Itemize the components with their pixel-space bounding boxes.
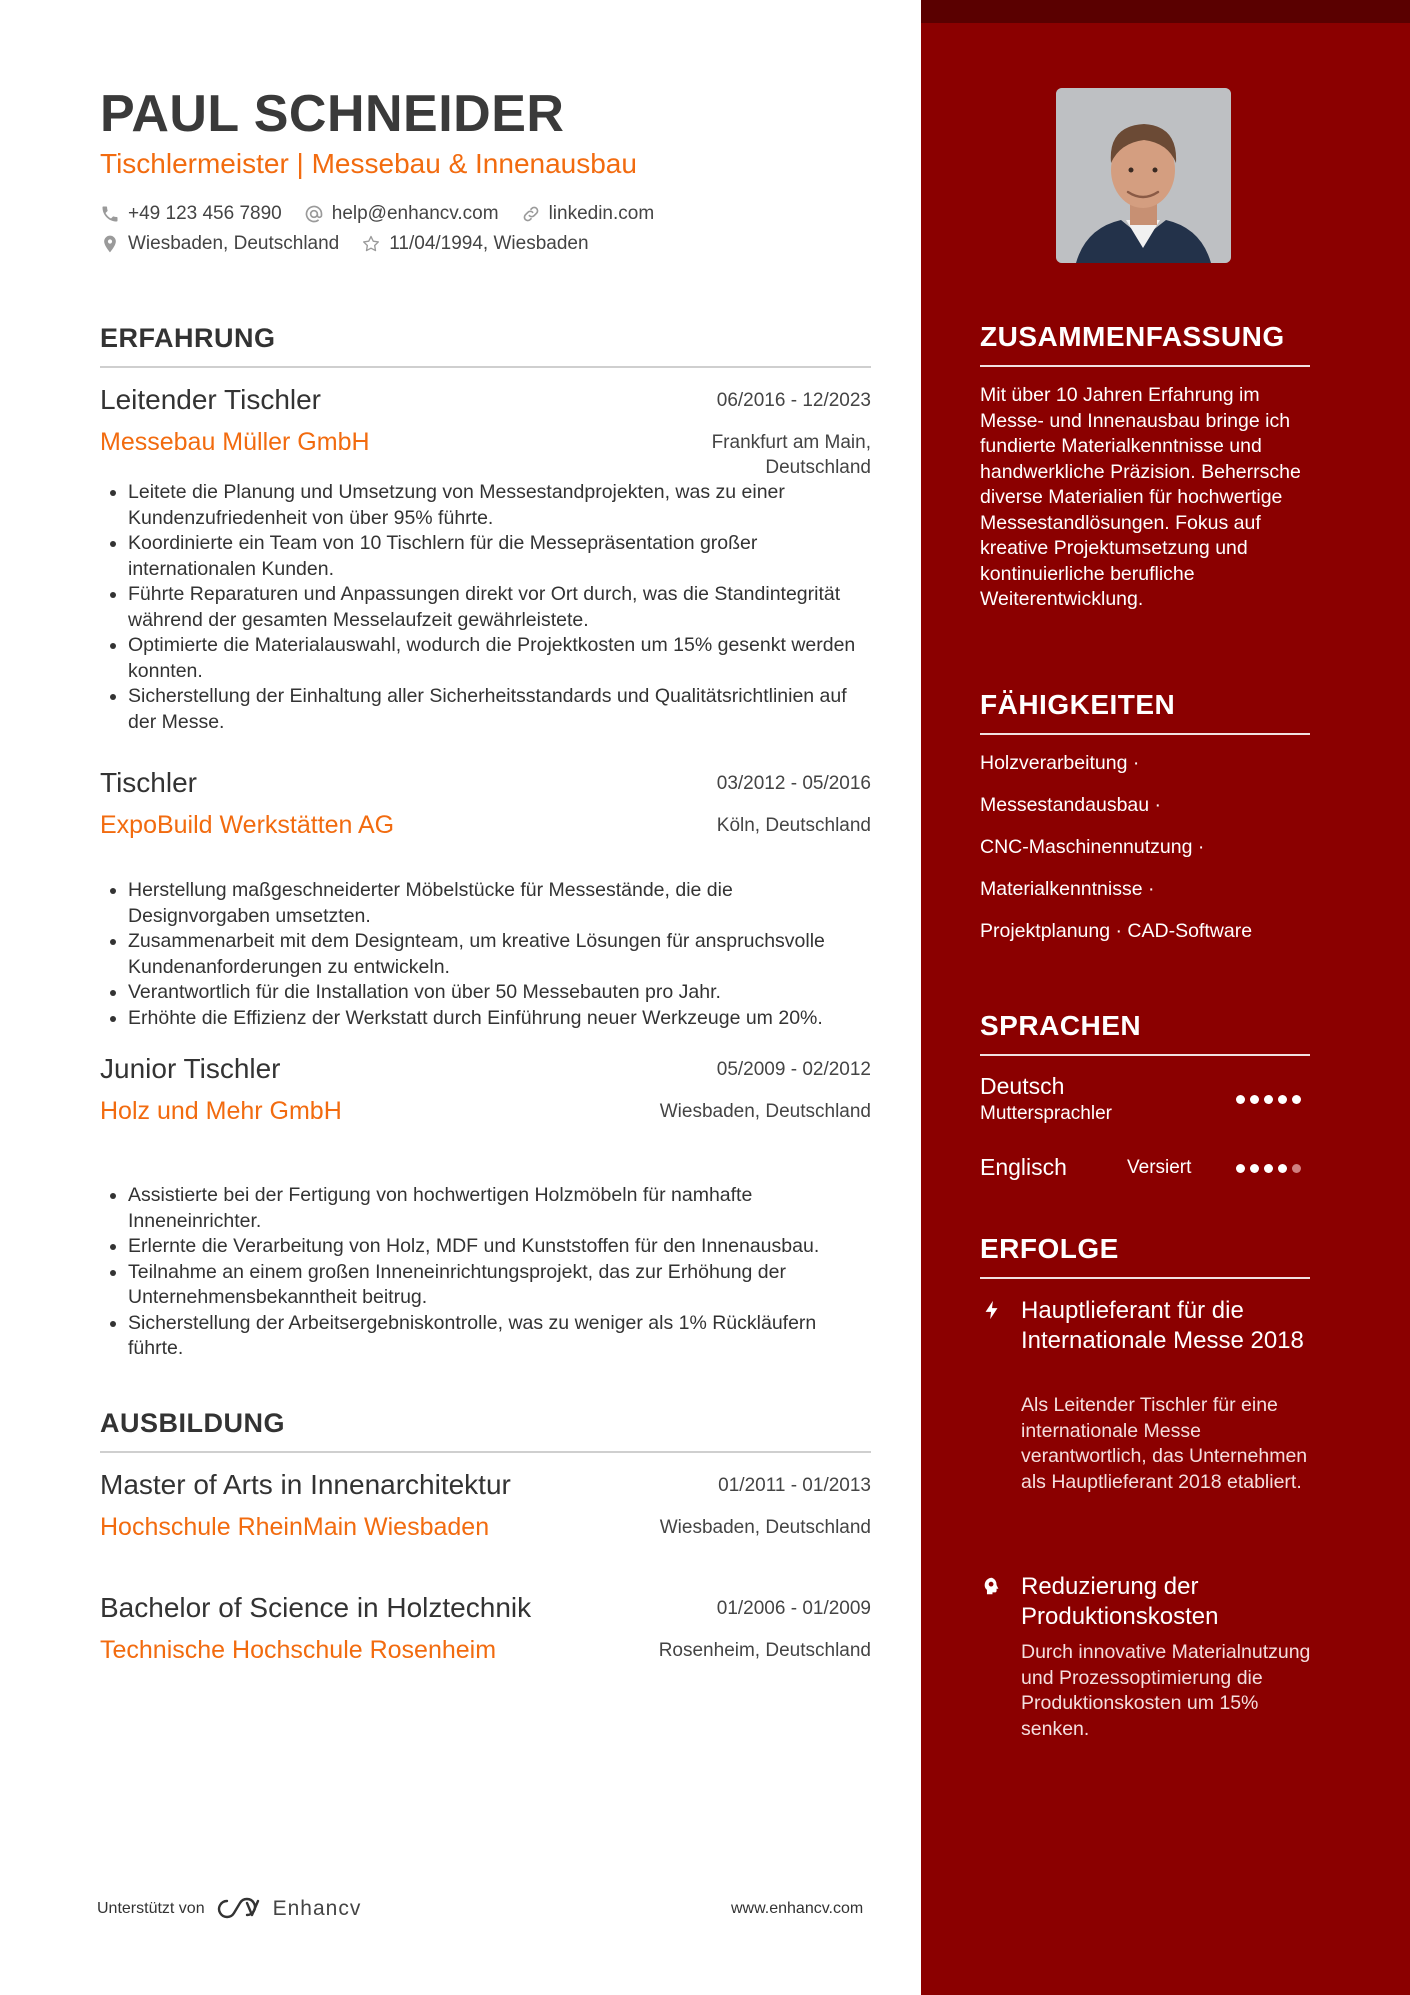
job-location: Köln, Deutschland [716,815,871,836]
job-date: 06/2016 - 12/2023 [716,390,871,411]
powered-by-text: Unterstützt von [97,1900,205,1917]
degree-title: Bachelor of Science in Holztechnik [100,1592,532,1623]
job-company: ExpoBuild Werkstätten AG [100,811,395,839]
rating-dot [1278,1164,1287,1173]
rating-dot [1264,1164,1273,1173]
job-title: Junior Tischler [100,1053,281,1084]
job-date: 05/2009 - 02/2012 [716,1059,871,1080]
job-company: Holz und Mehr GmbH [100,1097,342,1125]
candidate-tagline: Tischlermeister | Messebau & Innenausbau [100,148,637,179]
brain-icon [981,1574,1003,1598]
bolt-icon [981,1298,1003,1322]
link-icon [521,204,541,224]
education-location: Wiesbaden, Deutschland [659,1517,871,1538]
school-name: Hochschule RheinMain Wiesbaden [100,1513,490,1541]
rating-dot [1250,1164,1259,1173]
job-location: Frankfurt am Main, Deutschland [711,432,871,478]
language-level: Muttersprachler [980,1103,1112,1124]
language-rating [1236,1095,1306,1104]
phone-text: +49 123 456 7890 [128,203,282,224]
location-pin-icon [100,234,120,254]
profile-photo [1056,88,1231,263]
job-bullets [100,480,871,735]
languages-heading: SPRACHEN [980,1010,1310,1056]
education-date: 01/2006 - 01/2009 [716,1598,871,1619]
list-item: • Sicherstellung der Arbeitsergebniskontrolle, was zu weniger als 1% Rückläufern führte. [128,1311,871,1362]
contact-linkedin[interactable] [521,203,655,225]
rating-dot [1236,1164,1245,1173]
list-item: • Erlernte die Verarbeitung von Holz, MDF und Kunststoffen für den Innenausbau. [128,1234,871,1260]
skill-item: Projektplanung · CAD-Software [980,920,1253,942]
degree-title: Master of Arts in Innenarchitektur [100,1469,511,1500]
rating-dot [1250,1095,1259,1104]
list-item: • Teilnahme an einem großen Inneneinrichtungsprojekt, das zur Erhöhung der Unternehmensbekanntheit beitrug. [128,1260,871,1311]
candidate-name: PAUL SCHNEIDER [100,85,565,143]
list-item: • Herstellung maßgeschneiderter Möbelstücke für Messestände, die die Designvorgaben umsetzten. [128,878,871,929]
achievement-text: Als Leitender Tischler für eine internationale Messe verantwortlich, das Unternehmen als Hauptlieferant 2018 etabliert. [1021,1394,1308,1493]
job-date: 03/2012 - 05/2016 [716,773,871,794]
enhancv-logo-icon [217,1897,265,1921]
job-title: Tischler [100,767,197,798]
sidebar [921,0,1410,1995]
skill-item: CNC-Maschinennutzung · [980,836,1205,858]
list-item: • Erhöhte die Effizienz der Werkstatt durch Einführung neuer Werkzeuge um 20%. [128,1006,871,1032]
summary-text: Mit über 10 Jahren Erfahrung im Messe- und Innenausbau bringe ich fundierte Materialkenntnisse und handwerkliche Präzision. Beherrsche diverse Materialien für hochwertige Messestandlösungen. Fokus auf kreative Projektumsetzung und kontinuierliche berufliche Weiterentwicklung. [980,384,1301,610]
education-location: Rosenheim, Deutschland [658,1640,871,1661]
rating-dot [1292,1095,1301,1104]
job-title: Leitender Tischler [100,384,322,415]
location-text: Wiesbaden, Deutschland [128,233,340,254]
phone-icon [100,204,120,224]
school-name: Technische Hochschule Rosenheim [100,1636,497,1664]
education-heading: AUSBILDUNG [100,1408,871,1453]
skill-item: Holzverarbeitung · [980,752,1140,774]
list-item: • Führte Reparaturen und Anpassungen direkt vor Ort durch, was die Standintegrität während der gesamten Messelaufzeit gewährleistete. [128,582,871,633]
experience-entry [100,767,871,1031]
experience-entry [100,1053,871,1362]
star-icon [361,234,381,254]
rating-dot [1278,1095,1287,1104]
list-item: • Koordinierte ein Team von 10 Tischlern für die Messepräsentation großer internationalen Kunden. [128,531,871,582]
list-item: • Optimierte die Materialauswahl, wodurch die Projektkosten um 15% gesenkt werden konnten. [128,633,871,684]
list-item: • Sicherstellung der Einhaltung aller Sicherheitsstandards und Qualitätsrichtlinien auf der Messe. [128,684,871,735]
rating-dot-empty [1292,1164,1301,1173]
birth-text: 11/04/1994, Wiesbaden [389,233,589,254]
language-name: Deutsch [980,1073,1065,1099]
language-rating [1236,1164,1306,1173]
achievement-text: Durch innovative Materialnutzung und Prozessoptimierung die Produktionskosten um 15% senken. [1021,1641,1311,1740]
job-location: Wiesbaden, Deutschland [659,1101,871,1122]
contact-row-1 [100,203,676,225]
contact-location [100,233,339,255]
skill-item: Messestandausbau · [980,794,1162,816]
education-entry [100,1469,871,1569]
experience-heading: ERFAHRUNG [100,323,871,368]
rating-dot [1236,1095,1245,1104]
brand-name: Enhancv [272,1897,362,1920]
experience-entry [100,384,871,735]
job-company: Messebau Müller GmbH [100,428,370,456]
achievements-heading: ERFOLGE [980,1233,1310,1279]
footer-url[interactable]: www.enhancv.com [731,1900,864,1917]
contact-row-2 [100,233,611,255]
sidebar-top-bar [921,0,1410,23]
contact-birth [361,233,588,255]
list-item: • Zusammenarbeit mit dem Designteam, um kreative Lösungen für anspruchsvolle Kundenanforderungen zu entwickeln. [128,929,871,980]
summary-heading: ZUSAMMENFASSUNG [980,321,1310,367]
education-date: 01/2011 - 01/2013 [718,1475,871,1496]
list-item: • Leitete die Planung und Umsetzung von Messestandprojekten, was zu einer Kundenzufriedenheit von über 95% führte. [128,480,871,531]
job-bullets [100,1183,871,1362]
language-level: Versiert [1127,1157,1192,1178]
avatar [1056,88,1231,263]
achievement-title: Hauptlieferant für die Internationale Messe 2018 [1021,1297,1304,1354]
email-text: help@enhancv.com [331,203,499,224]
language-name: Englisch [980,1154,1067,1180]
list-item: • Assistierte bei der Fertigung von hochwertigen Holzmöbeln für namhafte Inneneinrichter. [128,1183,871,1234]
contact-email[interactable] [304,203,499,225]
achievement-title: Reduzierung der Produktionskosten [1021,1573,1219,1630]
education-entry [100,1592,871,1692]
linkedin-text: linkedin.com [548,203,655,224]
skills-heading: FÄHIGKEITEN [980,689,1310,735]
skill-item: Materialkenntnisse · [980,878,1155,900]
list-item: • Verantwortlich für die Installation von über 50 Messebauten pro Jahr. [128,980,871,1006]
job-bullets [100,878,871,1031]
at-icon [304,204,324,224]
contact-phone[interactable] [100,203,282,225]
rating-dot [1264,1095,1273,1104]
footer-powered-by [97,1897,361,1921]
